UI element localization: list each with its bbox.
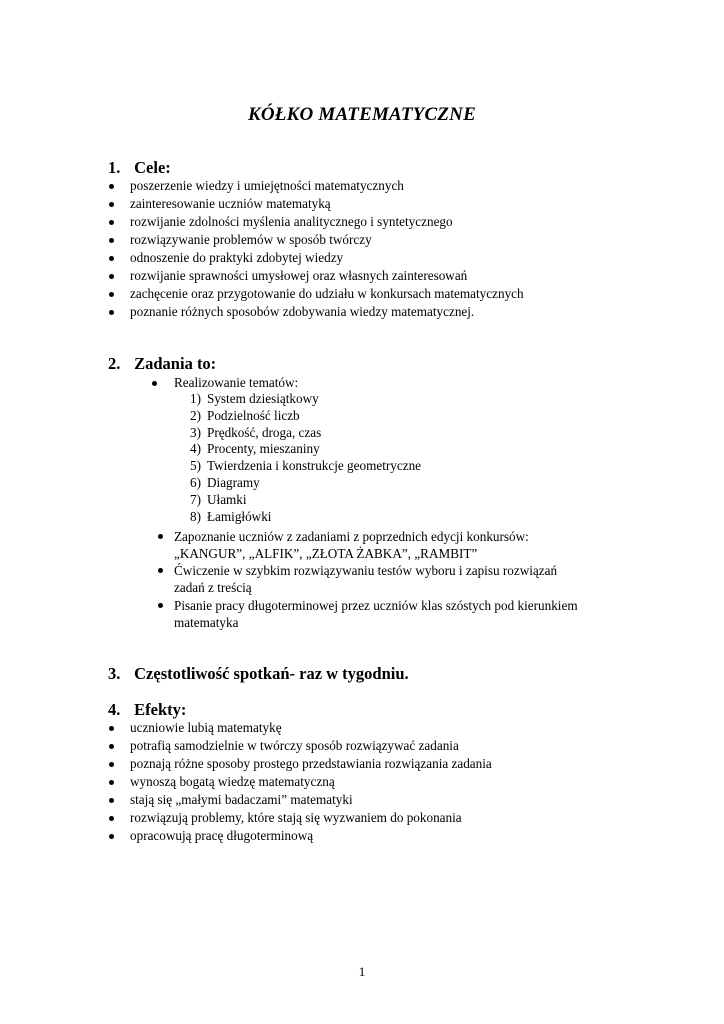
bullet-icon [109, 220, 114, 225]
topic-number: 7) [190, 491, 201, 507]
topic-text: Podzielność liczb [207, 407, 300, 423]
bullet-icon [109, 274, 114, 279]
section-heading-frequency [108, 664, 409, 684]
topic-text: Łamigłówki [207, 508, 272, 524]
bullet-icon [109, 256, 114, 261]
section-number: 4. [108, 700, 121, 719]
topics-list [180, 391, 421, 525]
bullet-icon [109, 310, 114, 315]
bullet-icon [109, 798, 114, 803]
task-line: „KANGUR”, „ALFIK”, „ZŁOTA ŻABKA”, „RAMBIT” [174, 546, 478, 561]
bullet-icon [109, 202, 114, 207]
section-number: 3. [108, 664, 121, 683]
bullet-icon [158, 534, 163, 539]
topic-text: Diagramy [207, 474, 260, 490]
bullet-icon [152, 381, 157, 386]
topic-item [180, 509, 421, 526]
bullet-icon [109, 184, 114, 189]
list-item-text: rozwijanie zdolności myślenia analitycznego i syntetycznego [130, 214, 453, 229]
topic-number: 8) [190, 508, 201, 524]
section-heading-goals [108, 158, 171, 178]
bullet-icon [109, 726, 114, 731]
topic-item [180, 408, 421, 425]
bullet-icon [109, 744, 114, 749]
document-title: KÓŁKO MATEMATYCZNE [248, 104, 476, 125]
topic-item [180, 441, 421, 458]
topics-label: Realizowanie tematów: [174, 375, 299, 390]
bullet-icon [109, 834, 114, 839]
list-item-text: rozwijanie sprawności umysłowej oraz własnych zainteresowań [130, 268, 468, 283]
section-title: Cele: [134, 158, 171, 177]
topic-text: Procenty, mieszaniny [207, 441, 320, 457]
page-number: 1 [358, 964, 366, 979]
topic-number: 3) [190, 424, 201, 440]
topic-text: Ułamki [207, 491, 247, 507]
bullet-icon [109, 816, 114, 821]
section-heading-effects [108, 700, 186, 720]
list-item-text: zachęcenie oraz przygotowanie do udziału w konkursach matematycznych [130, 286, 524, 301]
list-item-text: rozwiązują problemy, które stają się wyzwaniem do pokonania [130, 810, 462, 825]
topic-text: Twierdzenia i konstrukcje geometryczne [207, 458, 422, 474]
section-heading-tasks [108, 354, 216, 374]
list-item-text: poznają różne sposoby prostego przedstawiania rozwiązania zadania [130, 756, 492, 771]
bullet-icon [109, 238, 114, 243]
task-line: Ćwiczenie w szybkim rozwiązywaniu testów wyboru i zapisu rozwiązań [174, 563, 558, 578]
topic-item [180, 492, 421, 509]
section-number: 2. [108, 354, 121, 373]
list-item-text: potrafią samodzielnie w twórczy sposób rozwiązywać zadania [130, 738, 459, 753]
bullet-icon [109, 292, 114, 297]
topic-number: 1) [190, 391, 201, 406]
task-line: zadań z treścią [174, 580, 252, 595]
section-number: 1. [108, 158, 121, 177]
bullet-icon [158, 568, 163, 573]
section-title: Efekty: [134, 700, 187, 719]
topic-number: 4) [190, 441, 201, 457]
task-line: matematyka [174, 615, 239, 630]
list-item-text: poznanie różnych sposobów zdobywania wiedzy matematycznej. [130, 304, 475, 319]
bullet-icon [158, 603, 163, 608]
topic-text: Prędkość, droga, czas [207, 424, 322, 440]
bullet-icon [109, 762, 114, 767]
bullet-icon [109, 780, 114, 785]
task-line: Zapoznanie uczniów z zadaniami z poprzednich edycji konkursów: [174, 529, 529, 544]
list-item-text: zainteresowanie uczniów matematyką [130, 196, 331, 211]
list-item-text: wynoszą bogatą wiedzę matematyczną [130, 774, 335, 789]
topic-number: 6) [190, 474, 201, 490]
topic-item [180, 391, 421, 408]
topic-text: System dziesiątkowy [207, 391, 319, 406]
list-item-text: opracowują pracę długoterminową [130, 828, 314, 843]
topic-item [180, 475, 421, 492]
list-item-text: stają się „małymi badaczami” matematyki [130, 792, 353, 807]
topic-number: 5) [190, 458, 201, 474]
task-line: Pisanie pracy długoterminowej przez uczniów klas szóstych pod kierunkiem [174, 598, 578, 613]
list-item-text: poszerzenie wiedzy i umiejętności matematycznych [130, 178, 404, 193]
list-item-text: uczniowie lubią matematykę [130, 720, 282, 735]
topic-item [180, 425, 421, 442]
topic-item [180, 458, 421, 475]
list-item-text: odnoszenie do praktyki zdobytej wiedzy [130, 250, 344, 265]
section-title: Częstotliwość spotkań- raz w tygodniu. [134, 664, 409, 683]
topic-number: 2) [190, 407, 201, 423]
section-title: Zadania to: [134, 354, 217, 373]
list-item-text: rozwiązywanie problemów w sposób twórczy [130, 232, 372, 247]
